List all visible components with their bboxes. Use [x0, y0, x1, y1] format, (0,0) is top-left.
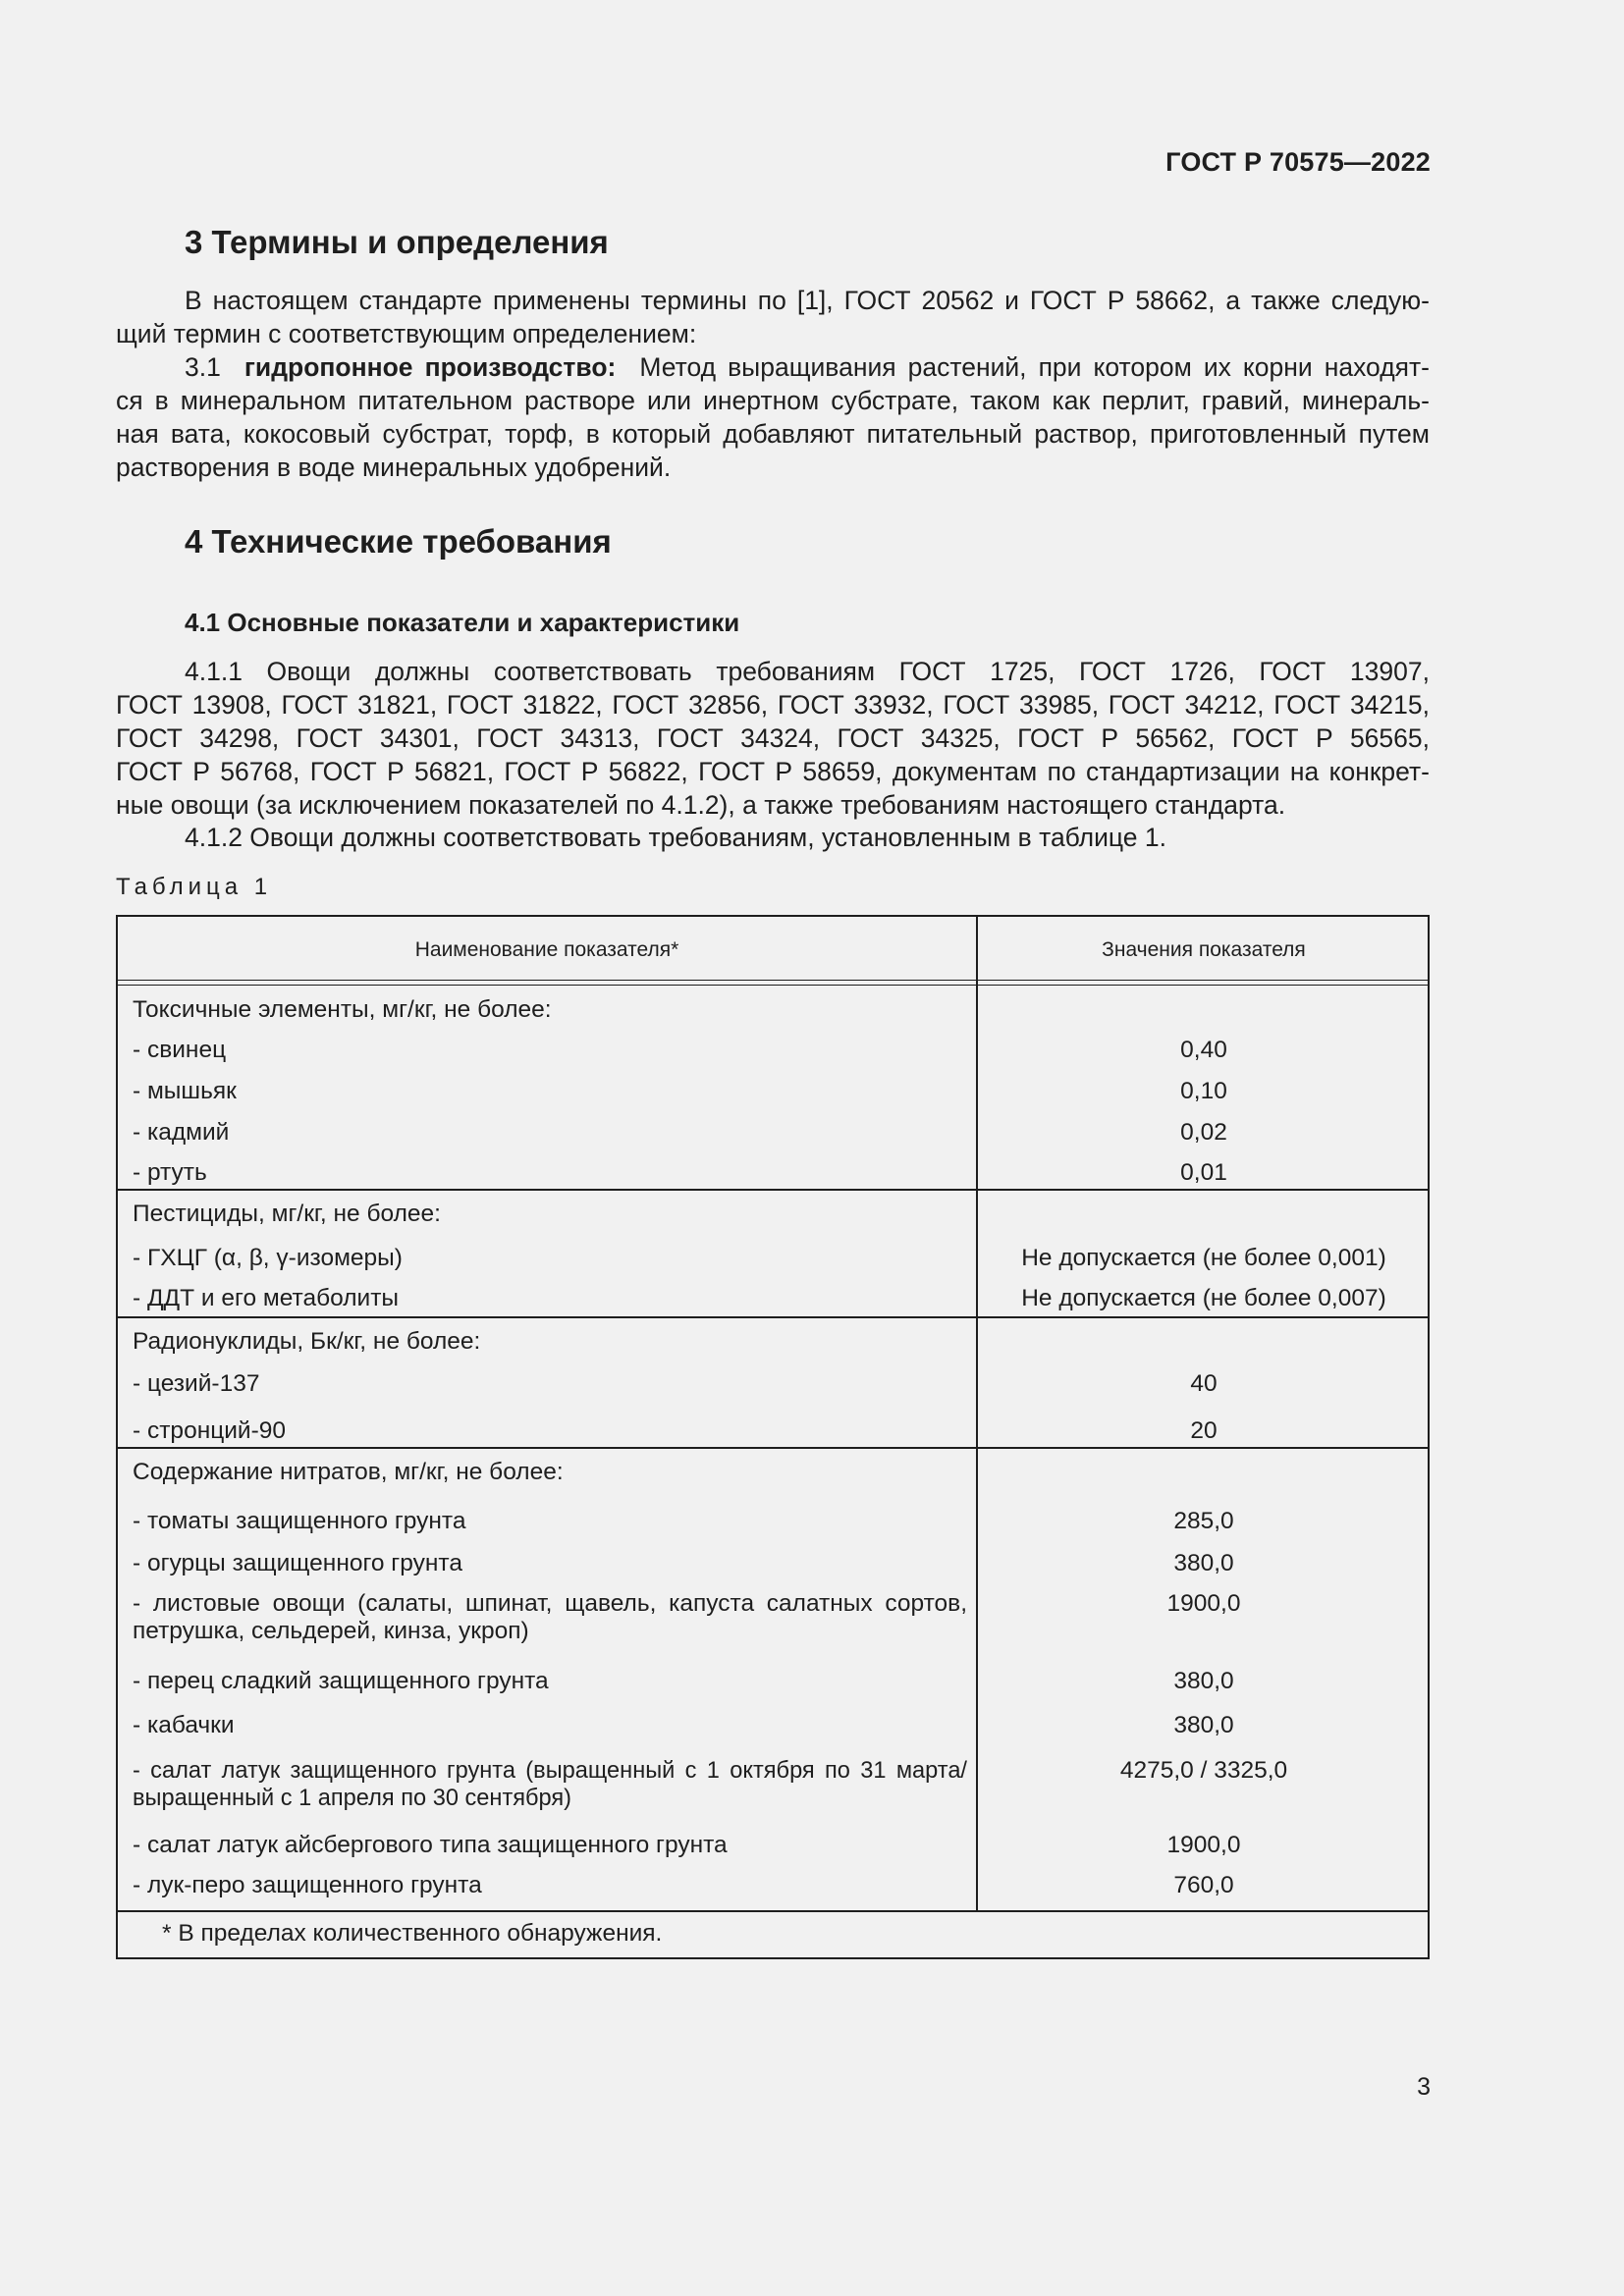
row-name: - кадмий — [133, 1119, 230, 1146]
text-line: ГОСТ 13908, ГОСТ 31821, ГОСТ 31822, ГОСТ 32856, ГОСТ 33932, ГОСТ 33985, ГОСТ 34212, ГОСТ 34215, — [116, 690, 1430, 720]
group-divider — [116, 1447, 1430, 1449]
row-name: - ДДТ и его метаболиты — [133, 1285, 400, 1311]
row-value: 1900,0 — [1166, 1832, 1241, 1858]
paragraph-4-1-1 — [116, 655, 1430, 822]
row-value: 760,0 — [1173, 1872, 1234, 1898]
row-name: - стронций-90 — [133, 1417, 287, 1444]
group-title: Пестициды, мг/кг, не более: — [133, 1201, 441, 1227]
column-header-name: Наименование показателя* — [414, 938, 679, 961]
header-divider — [116, 985, 1430, 986]
text-line: ГОСТ Р 56768, ГОСТ Р 56821, ГОСТ Р 56822, ГОСТ Р 58659, документам по стандартизации на конкрет- — [116, 757, 1430, 786]
section-3-intro — [116, 284, 1430, 350]
row-value: 380,0 — [1173, 1668, 1234, 1694]
text-line: растворения в воде минеральных удобрений. — [116, 453, 672, 482]
group-divider — [116, 1189, 1430, 1191]
text-line: 4.1.2 Овощи должны соответствовать требованиям, установленным в таблице 1. — [185, 823, 1167, 852]
header-divider — [116, 980, 1430, 981]
row-value: 1900,0 — [1166, 1590, 1241, 1617]
row-name: - перец сладкий защищенного грунта — [133, 1668, 549, 1694]
text-line: щий термин с соответствующим определением: — [116, 319, 697, 348]
text-line: ные овощи (за исключением показателей по 4.1.2), а также требованиям настоящего стандарта. — [116, 790, 1286, 820]
row-value: 40 — [1190, 1370, 1218, 1397]
table-caption: Таблица 1 — [116, 874, 273, 900]
paragraph-4-1-2 — [116, 821, 1430, 854]
row-name: - салат латук защищенного грунта (выращенный с 1 октября по 31 марта/ выращенный с 1 апреля по 30 сентября) — [133, 1758, 967, 1811]
column-header-value: Значения показателя — [1102, 938, 1306, 961]
row-value: 4275,0 / 3325,0 — [1119, 1757, 1288, 1784]
section-3-title: 3 Термины и определения — [185, 224, 609, 260]
table-footnote: * В пределах количественного обнаружения. — [162, 1920, 663, 1947]
row-value: 0,01 — [1180, 1159, 1227, 1186]
group-title: Содержание нитратов, мг/кг, не более: — [133, 1459, 564, 1485]
text-line — [116, 350, 1430, 384]
row-value: 380,0 — [1173, 1550, 1234, 1576]
row-value: 0,02 — [1180, 1119, 1227, 1146]
page-number: 3 — [1417, 2073, 1431, 2101]
text-line: ная вата, кокосовый субстрат, торф, в который добавляют питательный раствор, приготовленный путем — [116, 419, 1430, 449]
row-name: - свинец — [133, 1037, 227, 1063]
group-title: Радионуклиды, Бк/кг, не более: — [133, 1328, 481, 1355]
row-value: 0,10 — [1180, 1078, 1227, 1104]
text-line: ся в минеральном питательном растворе или инертном субстрате, таком как перлит, гравий, минераль- — [116, 386, 1430, 415]
text-line: 4.1.1 Овощи должны соответствовать требованиям ГОСТ 1725, ГОСТ 1726, ГОСТ 13907, — [185, 657, 1430, 686]
row-name: - кабачки — [133, 1712, 235, 1738]
footnote-divider — [116, 1910, 1430, 1912]
row-name: - цезий-137 — [133, 1370, 260, 1397]
row-value: 0,40 — [1180, 1037, 1227, 1063]
row-value: Не допускается (не более 0,007) — [1021, 1285, 1386, 1311]
row-name: - салат латук айсбергового типа защищенного грунта — [133, 1832, 728, 1858]
row-value: Не допускается (не более 0,001) — [1021, 1245, 1386, 1271]
term-name: гидропонное производство: — [244, 352, 617, 382]
row-name: - ГХЦГ (α, β, γ-изомеры) — [133, 1245, 403, 1271]
text-line: ГОСТ 34298, ГОСТ 34301, ГОСТ 34313, ГОСТ 34324, ГОСТ 34325, ГОСТ Р 56562, ГОСТ Р 56565, — [116, 723, 1430, 753]
row-name: - мышьяк — [133, 1078, 237, 1104]
group-divider — [116, 1316, 1430, 1318]
row-name: - ртуть — [133, 1159, 207, 1186]
row-name: - листовые овощи (салаты, шпинат, щавель, капуста салатных сортов, петрушка, сельдерей, кинза, укроп) — [133, 1590, 967, 1644]
term-number: 3.1 — [185, 352, 221, 382]
group-title: Токсичные элементы, мг/кг, не более: — [133, 996, 552, 1023]
row-name: - лук-перо защищенного грунта — [133, 1872, 482, 1898]
row-value: 20 — [1190, 1417, 1218, 1444]
section-4-title: 4 Технические требования — [185, 523, 612, 560]
row-value: 380,0 — [1173, 1712, 1234, 1738]
row-name: - огурцы защищенного грунта — [133, 1550, 462, 1576]
row-name: - томаты защищенного грунта — [133, 1508, 466, 1534]
subsection-4-1-title: 4.1 Основные показатели и характеристики — [185, 608, 740, 637]
term-definition-start: Метод выращивания растений, при котором их корни находят- — [639, 352, 1430, 382]
term-definition — [116, 350, 1430, 484]
text-line: В настоящем стандарте применены термины по [1], ГОСТ 20562 и ГОСТ Р 58662, а также следую- — [185, 286, 1430, 315]
document-code: ГОСТ Р 70575—2022 — [1165, 147, 1431, 177]
row-value: 285,0 — [1173, 1508, 1234, 1534]
